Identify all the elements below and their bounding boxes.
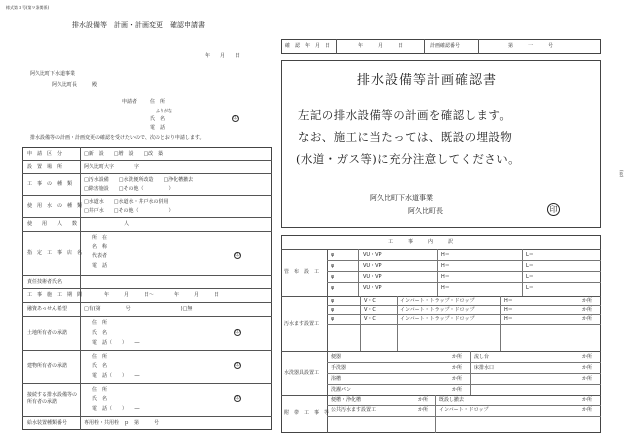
fixture-toilet: 便器: [331, 354, 342, 360]
fixture-right-unit-1: か所: [582, 354, 593, 360]
pipe-phi-2: φ: [331, 263, 335, 269]
row-label-period: 工 事 施 工 期 間: [27, 292, 83, 298]
land-owner-seal: 印: [235, 330, 240, 335]
pipe-l-2: L＝: [526, 263, 534, 269]
fixture-right-unit-2: か所: [582, 365, 593, 371]
certificate-seal: 印: [547, 203, 560, 216]
row-value-loan: □有(第 号 )□無: [84, 306, 193, 312]
addressee-honorific: 殿: [92, 82, 98, 88]
side-mark: (表): [619, 170, 624, 178]
fixture-unit-1: か所: [452, 354, 463, 360]
addressee-org: 阿久比町下水道事業: [30, 71, 76, 77]
row-label-water-type: 使 用 水 の 種 類: [27, 203, 83, 209]
basin-kind-3: インバート・トラップ・ドロップ: [400, 316, 475, 322]
basin-h-3: H＝: [504, 316, 513, 322]
other-unit-2: か所: [418, 407, 429, 413]
applicant-label: 申請者: [122, 99, 138, 105]
basin-h-1: H＝: [504, 298, 513, 304]
fixture-bathtub: 浴槽: [331, 376, 342, 382]
basin-count-1: か所: [582, 298, 593, 304]
row-label-water-supply: 給水装置種類番号: [27, 420, 68, 426]
other-septic: 便槽・浄化槽: [331, 397, 362, 403]
row-label-category: 申 請 区 分: [27, 151, 63, 157]
basin-kind-2: インバート・トラップ・ドロップ: [400, 307, 475, 313]
row-label-users: 使 用 人 数: [27, 221, 78, 227]
row-contractor-name: 名 称: [92, 244, 108, 250]
applicant-phone-label: 電 話: [150, 125, 166, 131]
basin-phi-3: φ: [331, 316, 335, 322]
row-contractor-phone: 電 話: [92, 263, 108, 269]
applicant-name-label: 氏 名: [150, 116, 166, 122]
other-unit-3: か所: [582, 397, 593, 403]
row-value-water-type-2: □井戸水 □その他（ ）: [84, 208, 174, 214]
applicant-furigana-label: ふりがな: [156, 108, 172, 113]
building-owner-name: 氏 名: [92, 363, 108, 369]
pipe-h-4: H＝: [441, 285, 450, 291]
other-removal: 既設し撤去: [439, 397, 465, 403]
land-owner-phone: 電 話（ ） ―: [92, 340, 140, 346]
pipe-phi-3: φ: [331, 274, 335, 280]
pipe-h-3: H＝: [441, 274, 450, 280]
pipe-h-1: H＝: [441, 252, 450, 258]
row-label-engineer: 責任技術者氏名: [27, 279, 63, 285]
applicant-seal: 印: [233, 116, 238, 121]
certificate-body-2: なお、施工に当たっては、既設の埋設物: [298, 130, 513, 144]
pipe-label: 管 布 設 工: [284, 269, 320, 275]
form-number: 様式第３号(第９条関係): [6, 5, 50, 10]
fixture-sink: 流し台: [474, 354, 490, 360]
basin-phi-2: φ: [331, 307, 335, 313]
row-value-work-type-2: □除害施設 □その他（ ）: [84, 186, 174, 192]
basin-kind-1: インバート・トラップ・ドロップ: [400, 298, 475, 304]
fixture-washer-pan: 洗濯パン: [331, 387, 352, 393]
building-owner-address: 住 所: [92, 354, 108, 360]
certificate-body-1: 左記の排水設備等の計画を確認します。: [298, 108, 512, 122]
application-date: 年 月 日: [205, 53, 241, 59]
row-label-loan: 融資あっせん希望: [27, 306, 67, 312]
fixture-unit-4: か所: [452, 387, 463, 393]
application-title: 排水設備等 計画・計画変更 確認申請書: [72, 21, 205, 29]
applicant-address-label: 住 所: [150, 99, 166, 105]
connected-owner-name: 氏 名: [92, 396, 108, 402]
row-label-location: 設 置 場 所: [27, 164, 63, 170]
pipe-l-4: L＝: [526, 285, 534, 291]
certificate-mayor: 阿久比町長: [408, 207, 443, 215]
fixture-unit-3: か所: [452, 376, 463, 382]
confirm-no-label: 計画確認番号: [430, 43, 461, 49]
application-intro: 排水設備等の計画・計画変更の確認を受けたいので、次のとおり申請します。: [30, 135, 205, 141]
building-owner-seal: 印: [235, 363, 240, 368]
pipe-h-2: H＝: [441, 263, 450, 269]
row-value-location: 阿久比町大字 字: [84, 164, 140, 170]
confirm-date-label: 確 認 年 月 日: [285, 43, 331, 49]
works-header: 工 事 内 訳: [388, 239, 454, 245]
connected-owner-seal: 印: [235, 396, 240, 401]
confirm-no-value: 第 一 号: [508, 43, 554, 49]
pipe-l-3: L＝: [526, 274, 534, 280]
row-label-building-owner: 建物所有者の承諾: [27, 363, 68, 369]
fixture-label: 水洗器具設置工: [284, 370, 320, 376]
other-label: 附 帯 工 事 等: [284, 410, 330, 416]
row-value-water-type-1: □水道水 □水道水・井戸水の併用: [84, 199, 169, 205]
other-unit-1: か所: [418, 397, 429, 403]
basin-type-3: V・C: [364, 316, 376, 322]
pipe-phi-4: φ: [331, 285, 335, 291]
other-invert: インバート・ドロップ: [439, 407, 489, 413]
certificate-body-3: (水道・ガス等)に充分注意してください。: [296, 152, 520, 166]
fixture-hand-basin: 手洗器: [331, 365, 347, 371]
fixture-floor-drain: 床排水口: [474, 365, 495, 371]
land-owner-address: 住 所: [92, 320, 108, 326]
pipe-l-1: L＝: [526, 252, 534, 258]
building-owner-phone: 電 話（ ） ―: [92, 373, 140, 379]
connected-owner-address: 住 所: [92, 387, 108, 393]
contractor-seal: 印: [235, 253, 240, 258]
basin-phi-1: φ: [331, 298, 335, 304]
row-value-work-type-1: □汚水設備 □水洗便所改造 □浄化槽撤去: [84, 177, 194, 183]
pipe-material-4: VU・VP: [363, 285, 382, 291]
certificate-org: 阿久比町下水道事業: [370, 194, 433, 202]
connected-owner-phone: 電 話（ ） ―: [92, 406, 140, 412]
fixture-unit-2: か所: [452, 365, 463, 371]
row-label-land-owner: 土地所有者の承諾: [27, 330, 68, 336]
basin-count-3: か所: [582, 316, 593, 322]
pipe-phi-1: φ: [331, 252, 335, 258]
row-label-contractor: 指 定 工 事 店 名: [27, 250, 83, 256]
confirm-date-value: 年 月 日: [358, 43, 404, 49]
basin-count-2: か所: [582, 307, 593, 313]
pipe-material-3: VU・VP: [363, 274, 382, 280]
pipe-material-2: VU・VP: [363, 263, 382, 269]
pipe-material-1: VU・VP: [363, 252, 382, 258]
row-value-users: 人: [124, 221, 130, 227]
fixture-right-unit-3: か所: [582, 376, 593, 382]
addressee-name: 阿久比町長: [52, 82, 78, 88]
land-owner-name: 氏 名: [92, 330, 108, 336]
other-unit-4: か所: [582, 407, 593, 413]
basin-type-1: V・C: [364, 298, 376, 304]
basin-type-2: V・C: [364, 307, 376, 313]
basin-label: 汚水ます設置工: [284, 321, 320, 327]
row-value-category: □新 設 □増 設 □改 築: [84, 151, 164, 157]
basin-h-2: H＝: [504, 307, 513, 313]
row-value-period: 年 月 日～ 年 月 日: [104, 292, 220, 298]
row-value-water-supply: 専用栓・共用栓 ｐ 第 号: [84, 420, 160, 426]
row-contractor-address: 所 在: [92, 235, 108, 241]
certificate-title: 排水設備等計画確認書: [357, 73, 498, 88]
other-public-basin: 公共汚水ます設置工: [331, 407, 377, 413]
row-contractor-rep: 代表者: [92, 253, 108, 259]
row-label-connected-owner: 接続する排水設備等の所有者の承諾: [27, 392, 78, 405]
row-label-work-type: 工 事 の 種 類: [27, 181, 73, 187]
